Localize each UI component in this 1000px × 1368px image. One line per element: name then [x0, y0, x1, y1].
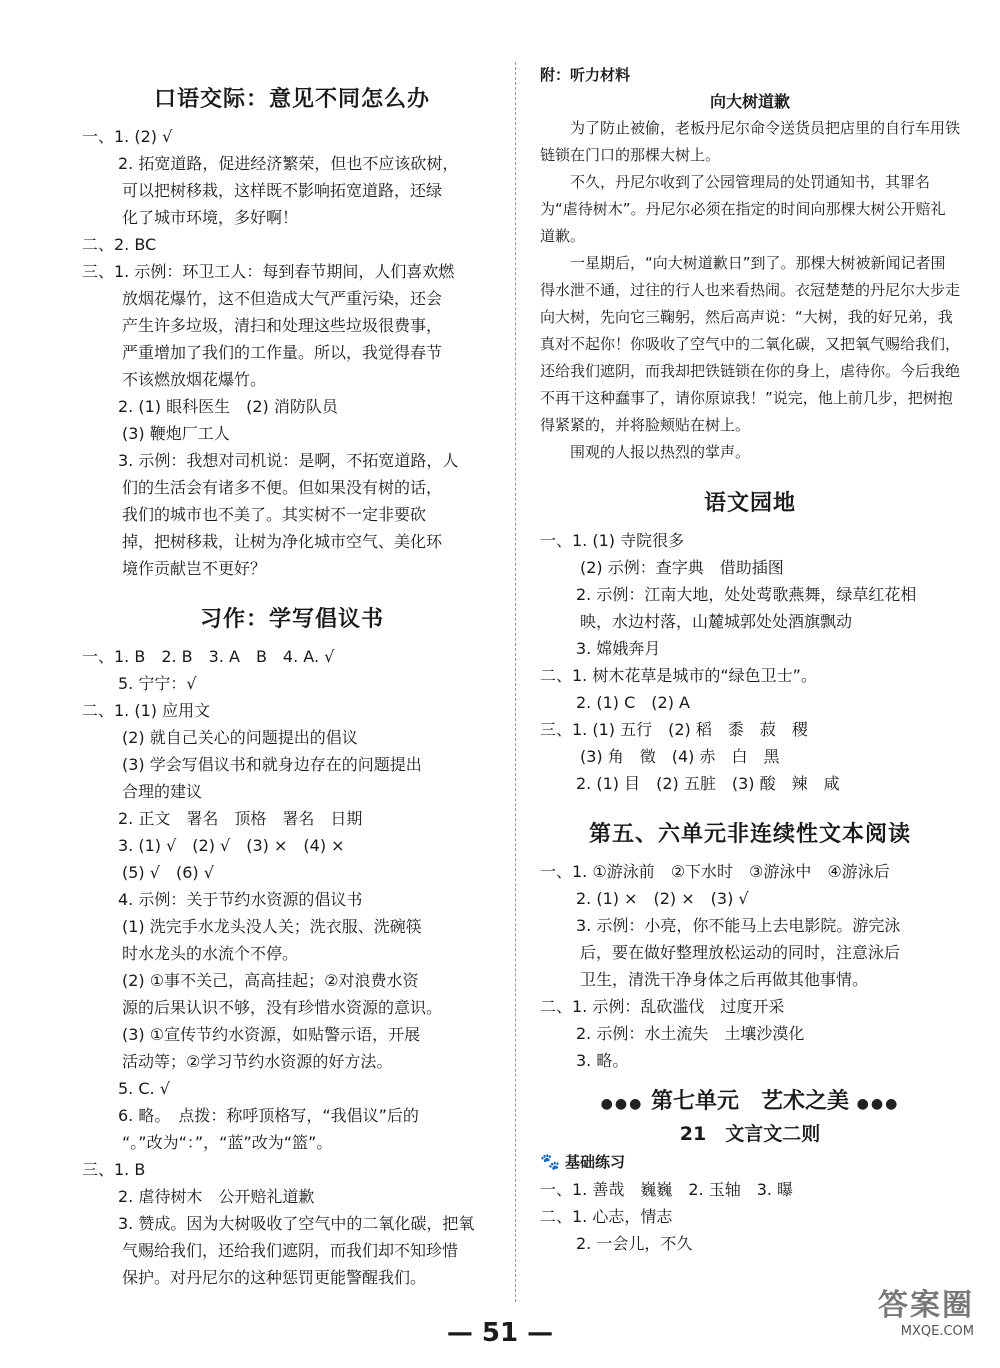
answer-line: 产生许多垃圾，清扫和处理这些垃圾很费事，: [122, 316, 443, 335]
answer-line: 后，要在做好整理放松运动的同时，注意泳后: [580, 943, 901, 962]
answer-line: 保护。对丹尼尔的这种惩罚更能警醒我们。: [122, 1268, 427, 1287]
answer-line: 二、1. 树木花草是城市的“绿色卫士”。: [540, 666, 817, 685]
right-column: [540, 62, 960, 1257]
story-paragraph: 为了防止被偷，老板丹尼尔命令送货员把店里的自行车用铁链锁在门口的那棵大树上。: [540, 119, 961, 164]
answer-line: 5. C. √: [118, 1079, 170, 1098]
site-logo: 答案圈 MXQE.COM: [878, 1288, 974, 1339]
answer-line: 5. 宁宁：√: [118, 674, 197, 693]
answer-line: “。”改为“：”，“蓝”改为“篮”。: [122, 1133, 333, 1152]
answer-line: (3) ①宣传节约水资源，如贴警示语，开展: [122, 1025, 421, 1044]
answer-line: 二、1. 心志，情志: [540, 1207, 673, 1226]
answer-line: 放烟花爆竹，这不但造成大气严重污染，还会: [122, 289, 443, 308]
answer-line: 3. 示例：我想对司机说：是啊，不拓宽道路，人: [118, 451, 459, 470]
section-title-reading: 第五、六单元非连续性文本阅读: [588, 822, 911, 847]
answer-line: 3. 略。: [576, 1051, 629, 1070]
appendix-label: 附：听力材料: [540, 66, 631, 84]
answer-line: 2. 一会儿，不久: [576, 1234, 693, 1253]
answer-line: (2) 示例：查字典 借助插图: [580, 558, 784, 577]
answer-line: 三、1. B: [82, 1160, 146, 1179]
story-paragraph: 不久，丹尼尔收到了公园管理局的处罚通知书，其罪名为“虐待树木”。丹尼尔必须在指定的时间向那棵大树公开赔礼道歉。: [540, 173, 946, 245]
column-divider: [515, 62, 517, 1302]
page-number: — 51 —: [446, 1318, 554, 1348]
left-column: [82, 62, 502, 1291]
answer-line: (3) 学会写倡议书和就身边存在的问题提出: [122, 755, 422, 774]
answer-line: 化了城市环境，多好啊！: [122, 208, 299, 227]
answer-line: 3. 示例：小亮，你不能马上去电影院。游完泳: [576, 916, 901, 935]
answer-line: 2. (1) × (2) × (3) √: [576, 889, 749, 908]
answer-line: 3. 嫦娥奔月: [576, 639, 661, 658]
writing-answers: [82, 643, 502, 1291]
answer-line: 映，水边村落，山麓城郭处处酒旗飘动: [580, 612, 853, 631]
answer-line: 我们的城市也不美了。其实树不一定非要砍: [122, 505, 427, 524]
answer-line: 2. 虐待树木 公开赔礼道歉: [118, 1187, 315, 1206]
answer-line: 2. (1) 目 (2) 五脏 (3) 酸 辣 咸: [576, 774, 840, 793]
answer-line: 6. 略。 点拨：称呼顶格写，“我倡议”后的: [118, 1106, 419, 1125]
answer-line: (1) 洗完手水龙头没人关；洗衣服、洗碗筷: [122, 917, 422, 936]
unit-header: [540, 1084, 960, 1115]
answer-line: 境作贡献岂不更好？: [122, 559, 267, 578]
answer-line: 气赐给我们，还给我们遮阴，而我们却不知珍惜: [122, 1241, 459, 1260]
answer-line: 3. (1) √ (2) √ (3) × (4) ×: [118, 836, 345, 855]
answer-line: (5) √ (6) √: [122, 863, 214, 882]
answer-line: (3) 角 徵 (4) 赤 白 黑: [580, 747, 780, 766]
answer-line: 2. 正文 署名 顶格 署名 日期: [118, 809, 363, 828]
lesson-title: 21 文言文二则: [679, 1123, 821, 1145]
dots-right-icon: ●●●: [856, 1096, 900, 1112]
answer-line: 可以把树移栽，这样既不影响拓宽道路，还绿: [122, 181, 443, 200]
unit-title: 第七单元 艺术之美: [650, 1089, 849, 1114]
answer-line: 一、1. B 2. B 3. A B 4. A. √: [82, 647, 335, 666]
answer-line: 3. 赞成。因为大树吸收了空气中的二氧化碳，把氧: [118, 1214, 475, 1233]
dots-left-icon: ●●●: [600, 1096, 644, 1112]
answer-line: 三、1. 示例：环卫工人：每到春节期间，人们喜欢燃: [82, 262, 455, 281]
answer-line: 掉，把树移栽，让树为净化城市空气、美化环: [122, 532, 443, 551]
answer-line: (3) 鞭炮厂工人: [122, 424, 230, 443]
answer-line: 二、2. BC: [82, 235, 157, 254]
answer-line: 活动等；②学习节约水资源的好方法。: [122, 1052, 393, 1071]
answer-line: 2. 示例：江南大地，处处莺歌燕舞，绿草红花相: [576, 585, 917, 604]
answer-line: 2. 示例：水土流失 土壤沙漠化: [576, 1024, 805, 1043]
answer-line: 时水龙头的水流个不停。: [122, 944, 299, 963]
answer-line: 二、1. (1) 应用文: [82, 701, 211, 720]
section-title-writing: 习作：学写倡议书: [199, 607, 384, 632]
answer-line: 2. 拓宽道路，促进经济繁荣，但也不应该砍树，: [118, 154, 459, 173]
reading-answers: [540, 858, 960, 1074]
answer-line: 一、1. (2) √: [82, 127, 173, 146]
answer-line: 2. (1) C (2) A: [576, 693, 690, 712]
section-title-garden: 语文园地: [703, 491, 796, 516]
oral-answers: [82, 123, 502, 582]
answer-line: 卫生，清洗干净身体之后再做其他事情。: [580, 970, 869, 989]
answer-line: (2) ①事不关己，高高挂起；②对浪费水资: [122, 971, 419, 990]
answer-line: 一、1. (1) 寺院很多: [540, 531, 685, 550]
answer-line: 4. 示例：关于节约水资源的倡议书: [118, 890, 363, 909]
answer-line: 2. (1) 眼科医生 (2) 消防队员: [118, 397, 338, 416]
paw-icon: 🐾: [540, 1152, 560, 1171]
story-paragraph: 围观的人报以热烈的掌声。: [570, 443, 751, 461]
answer-line: 一、1. ①游泳前 ②下水时 ③游泳中 ④游泳后: [540, 862, 890, 881]
answer-line: 一、1. 善哉 巍巍 2. 玉轴 3. 曝: [540, 1180, 794, 1199]
section-title-oral: 口语交际：意见不同怎么办: [153, 87, 430, 112]
answer-line: 不该燃放烟花爆竹。: [122, 370, 267, 389]
answer-line: 们的生活会有诸多不便。但如果没有树的话，: [122, 478, 443, 497]
unit7-answers: [540, 1176, 960, 1257]
answer-line: 三、1. (1) 五行 (2) 稻 黍 菽 稷: [540, 720, 808, 739]
answer-line: (2) 就自己关心的问题提出的倡议: [122, 728, 358, 747]
garden-answers: [540, 527, 960, 797]
answer-line: 严重增加了我们的工作量。所以，我觉得春节: [122, 343, 443, 362]
basic-practice-label: 🐾 基础练习: [540, 1152, 626, 1171]
answer-line: 二、1. 示例：乱砍滥伐 过度开采: [540, 997, 785, 1016]
answer-line: 合理的建议: [122, 782, 203, 801]
story-text: [540, 115, 960, 466]
answer-line: 源的后果认识不够，没有珍惜水资源的意识。: [122, 998, 443, 1017]
story-paragraph: 一星期后，“向大树道歉日”到了。那棵大树被新闻记者围得水泄不通，过往的行人也来看热闹。衣冠楚楚的丹尼尔大步走向大树，先向它三鞠躬，然后高声说：“大树，我的好兄弟，我真对不起你！你吸收了空气中的二氧化碳，又把氧气赐给我们，还给我们遮阴，而我却把铁链锁在你的身上，虐待你。今后我绝不再干这种蠢事了，请你原谅我！”说完，他上前几步，把树抱得紧紧的，并将脸颊贴在树上。: [540, 254, 961, 434]
story-title: 向大树道歉: [709, 92, 790, 111]
